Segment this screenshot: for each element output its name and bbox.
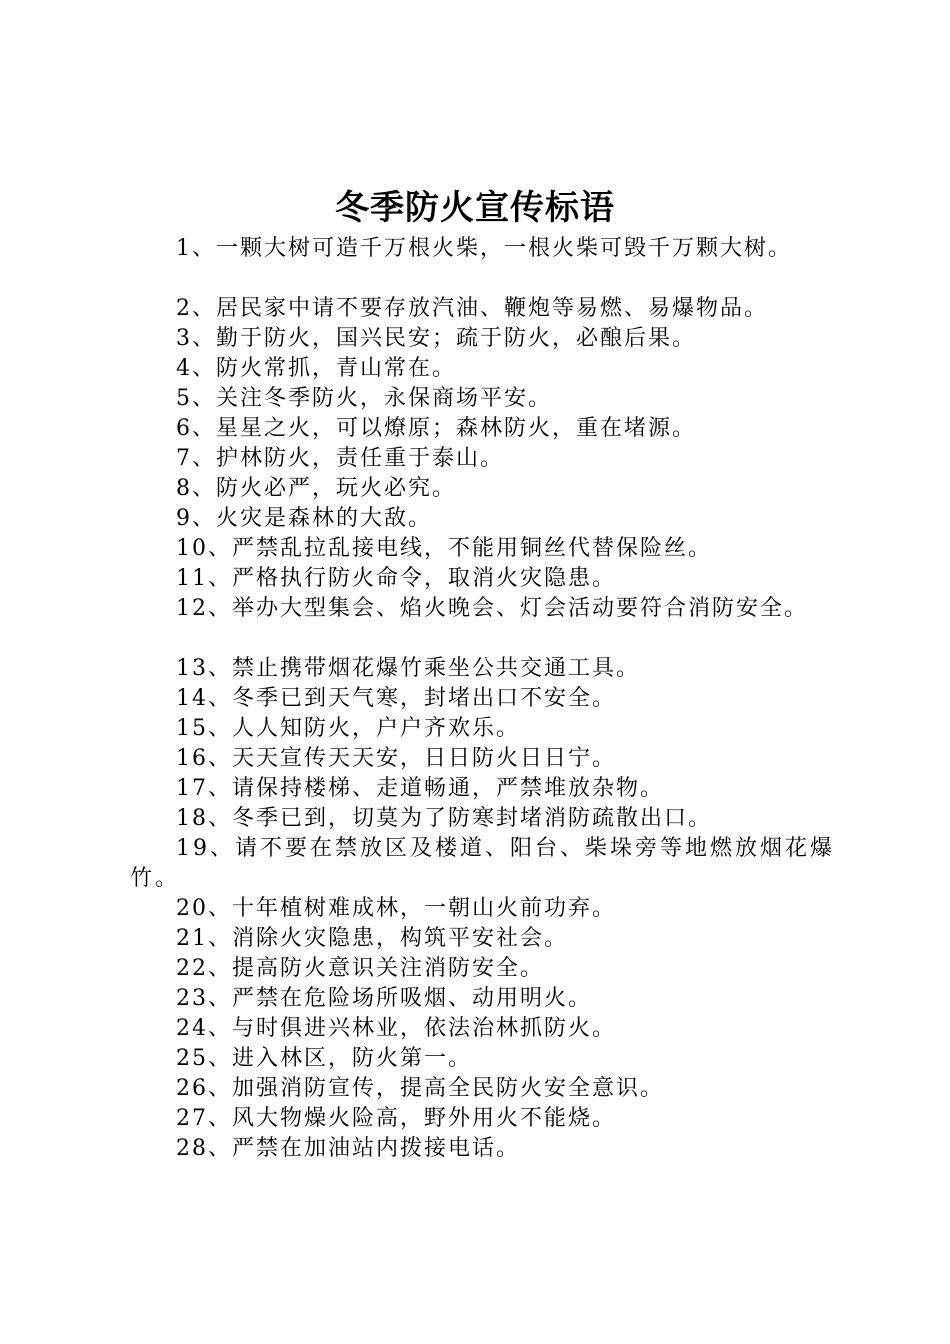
slogan-item-18: 18、冬季已到，切莫为了防寒封堵消防疏散出口。 [176, 806, 712, 831]
slogan-item-5: 5、关注冬季防火，永保商场平安。 [176, 386, 552, 411]
slogan-item-9: 9、火灾是森林的大敌。 [176, 506, 432, 531]
slogan-item-15: 15、人人知防火，户户齐欢乐。 [176, 716, 520, 741]
slogan-item-2: 2、居民家中请不要存放汽油、鞭炮等易燃、易爆物品。 [176, 296, 768, 321]
slogan-item-6: 6、星星之火，可以燎原；森林防火，重在堵源。 [176, 416, 696, 441]
slogan-item-26: 26、加强消防宣传，提高全民防火安全意识。 [176, 1076, 664, 1101]
slogan-item-12: 12、举办大型集会、焰火晚会、灯会活动要符合消防安全。 [176, 596, 808, 621]
slogan-item-11: 11、严格执行防火命令，取消火灾隐患。 [176, 566, 616, 591]
slogan-item-28: 28、严禁在加油站内拨接电话。 [176, 1136, 520, 1161]
slogan-item-27: 27、风大物燥火险高，野外用火不能烧。 [176, 1106, 616, 1131]
slogan-item-13: 13、禁止携带烟花爆竹乘坐公共交通工具。 [176, 656, 640, 681]
slogan-item-25: 25、进入林区，防火第一。 [176, 1046, 472, 1071]
slogan-item-7: 7、护林防火，责任重于泰山。 [176, 446, 504, 471]
slogan-item-17: 17、请保持楼梯、走道畅通，严禁堆放杂物。 [176, 776, 664, 801]
slogan-item-20: 20、十年植树难成林，一朝山火前功弃。 [176, 896, 616, 921]
document-title: 冬季防火宣传标语 [335, 188, 615, 228]
slogan-list [130, 234, 860, 1164]
slogan-item-24: 24、与时俱进兴林业，依法治林抓防火。 [176, 1016, 616, 1041]
slogan-item-19: 19、请不要在禁放区及楼道、阳台、柴垛旁等地燃放烟花爆竹。 [130, 836, 835, 891]
slogan-item-8: 8、防火必严，玩火必究。 [176, 476, 456, 501]
slogan-item-22: 22、提高防火意识关注消防安全。 [176, 956, 544, 981]
slogan-item-21: 21、消除火灾隐患，构筑平安社会。 [176, 926, 568, 951]
slogan-item-1: 1、一颗大树可造千万根火柴，一根火柴可毁千万颗大树。 [176, 236, 792, 261]
slogan-item-10: 10、严禁乱拉乱接电线，不能用铜丝代替保险丝。 [176, 536, 712, 561]
slogan-item-4: 4、防火常抓，青山常在。 [176, 356, 456, 381]
slogan-item-16: 16、天天宣传天天安，日日防火日日宁。 [176, 746, 616, 771]
slogan-item-3: 3、勤于防火，国兴民安；疏于防火，必酿后果。 [176, 326, 696, 351]
slogan-item-23: 23、严禁在危险场所吸烟、动用明火。 [176, 986, 592, 1011]
slogan-item-14: 14、冬季已到天气寒，封堵出口不安全。 [176, 686, 616, 711]
